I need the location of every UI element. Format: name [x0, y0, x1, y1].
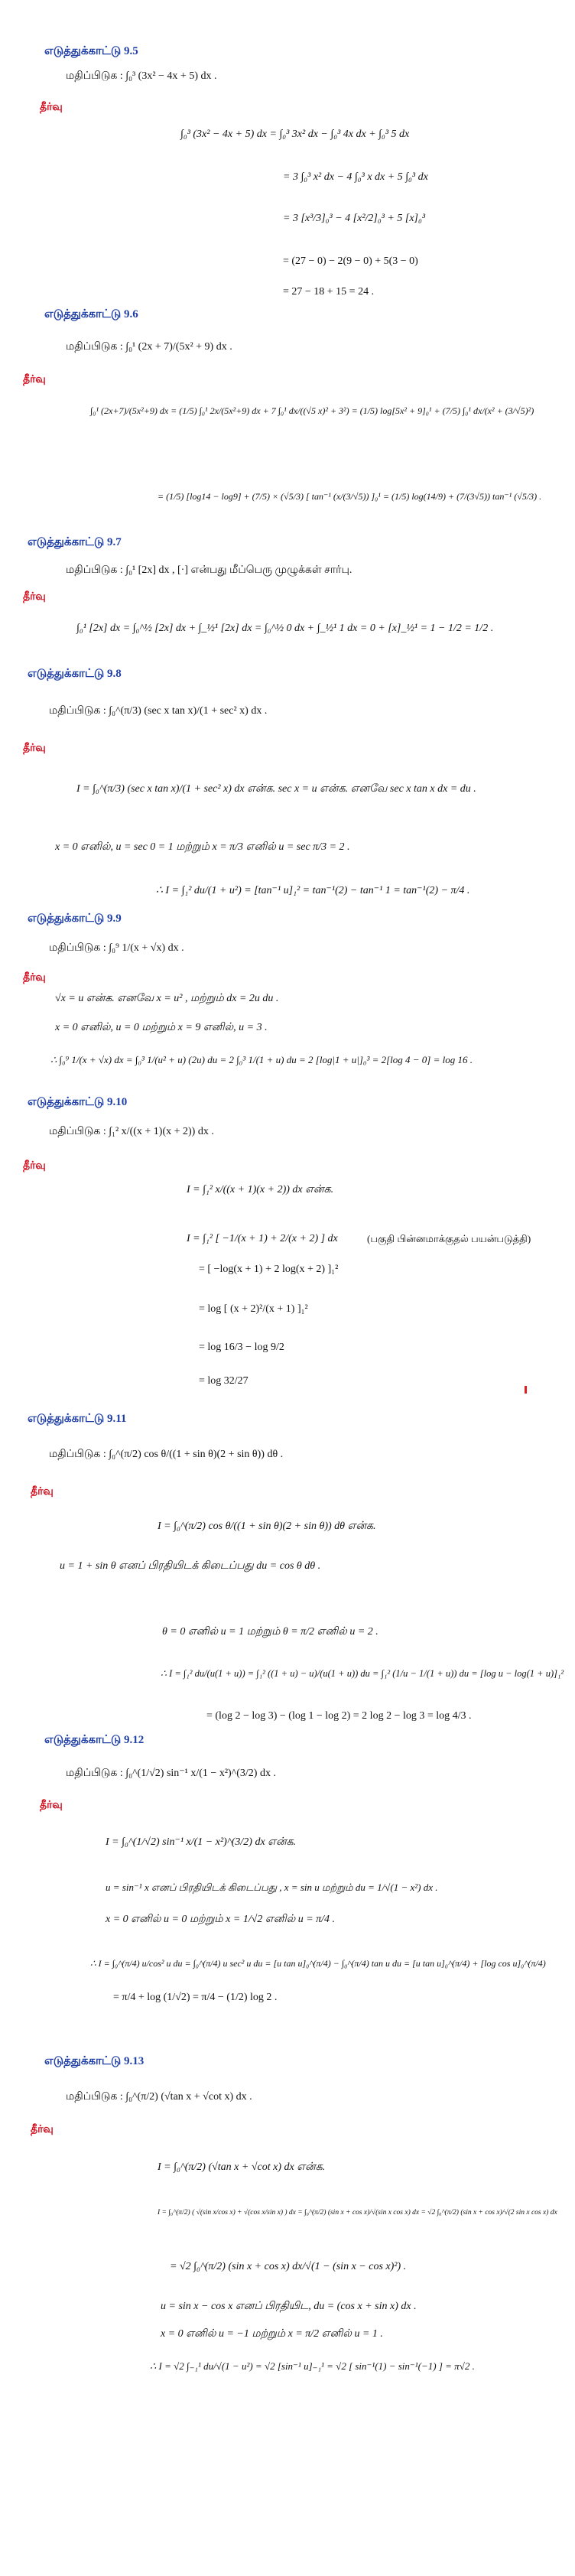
- step-9-7-1: ∫₀¹ [2x] dx = ∫₀^½ [2x] dx + ∫_½¹ [2x] dx = ∫₀^½ 0 dx + ∫_½¹ 1 dx = 0 + [x]_½¹ = 1 − 1/2 = 1/2 .: [76, 623, 494, 634]
- step-9-11-4: ∴ I = ∫₁² du/(u(1 + u)) = ∫₁² ((1 + u) − u)/(u(1 + u)) du = ∫₁² (1/u − 1/(1 + u)) du = [log u − log(1 + u)]₁²: [161, 1668, 564, 1679]
- solution-label-9-11: தீர்வு: [31, 1485, 54, 1498]
- step-9-11-3: θ = 0 எனில் u = 1 மற்றும் θ = π/2 எனில் u = 2 .: [162, 1626, 378, 1638]
- example-heading-9-6: எடுத்துக்காட்டு 9.6: [44, 308, 138, 320]
- solution-label-9-10: தீர்வு: [23, 1160, 46, 1172]
- step-9-13-6: ∴ I = √2 ∫₋₁¹ du/√(1 − u²) = √2 [sin⁻¹ u]₋₁¹ = √2 [ sin⁻¹(1) − sin⁻¹(−1) ] = π√2 .: [150, 2360, 475, 2372]
- step-9-10-6: = log 32/27: [199, 1375, 249, 1387]
- step-9-13-5: x = 0 எனில் u = −1 மற்றும் x = π/2 எனில் u = 1 .: [161, 2328, 383, 2340]
- step-9-13-3: = √2 ∫₀^(π/2) (sin x + cos x) dx/√(1 − (sin x − cos x)²) .: [170, 2261, 407, 2272]
- example-heading-9-10: எடுத்துக்காட்டு 9.10: [28, 1096, 128, 1108]
- solution-label-9-9: தீர்வு: [23, 971, 46, 984]
- question-9-7: மதிப்பிடுக : ∫₀¹ [2x] dx , [·] என்பது மீப்பெரு முழுக்கள் சார்பு.: [66, 564, 352, 576]
- step-9-5-1: ∫₀³ (3x² − 4x + 5) dx = ∫₀³ 3x² dx − ∫₀³ 4x dx + ∫₀³ 5 dx: [180, 128, 410, 140]
- example-heading-9-12: எடுத்துக்காட்டு 9.12: [44, 1734, 145, 1746]
- step-9-12-5: = π/4 + log (1/√2) = π/4 − (1/2) log 2 .: [113, 1992, 278, 2003]
- red-margin-mark: [525, 1386, 527, 1394]
- step-9-8-2: x = 0 எனில், u = sec 0 = 1 மற்றும் x = π/3 எனில் u = sec π/3 = 2 .: [55, 841, 350, 853]
- step-9-9-3: ∴ ∫₀⁹ 1/(x + √x) dx = ∫₀³ 1/(u² + u) (2u) du = 2 ∫₀³ 1/(1 + u) du = 2 [log|1 + u|]₀³ = 2[log 4 − 0] = log 16 .: [50, 1054, 473, 1065]
- question-9-9: மதிப்பிடுக : ∫₀⁹ 1/(x + √x) dx .: [49, 942, 184, 954]
- step-9-9-1: √x = u என்க. எனவே x = u² , மற்றும் dx = 2u du .: [55, 993, 279, 1004]
- step-9-13-2: I = ∫₀^(π/2) ( √(sin x/cos x) + √(cos x/sin x) ) dx = ∫₀^(π/2) (sin x + cos x)/√(sin x cos x) dx = √2 ∫₀^(π/2) (sin x + cos x)/√(2 sin x cos x) dx: [158, 2209, 557, 2217]
- step-9-10-1: I = ∫₁² x/((x + 1)(x + 2)) dx என்க.: [187, 1184, 334, 1195]
- step-9-12-4: ∴ I = ∫₀^(π/4) u/cos² u du = ∫₀^(π/4) u sec² u du = [u tan u]₀^(π/4) − ∫₀^(π/4) tan u du = [u tan u]₀^(π/4) + [log cos u]₀^(π/4): [90, 1958, 546, 1969]
- example-heading-9-5: எடுத்துக்காட்டு 9.5: [44, 45, 138, 57]
- question-9-11: மதிப்பிடுக : ∫₀^(π/2) cos θ/((1 + sin θ)(2 + sin θ)) dθ .: [49, 1449, 284, 1460]
- step-9-13-1: I = ∫₀^(π/2) (√tan x + √cot x) dx என்க.: [158, 2161, 326, 2173]
- question-9-5: மதிப்பிடுக : ∫₀³ (3x² − 4x + 5) dx .: [66, 70, 217, 82]
- step-9-12-2: u = sin⁻¹ x எனப் பிரதியிடக் கிடைப்பது , x = sin u மற்றும் du = 1/√(1 − x²) dx .: [106, 1882, 438, 1893]
- step-9-8-1: I = ∫₀^(π/3) (sec x tan x)/(1 + sec² x) dx என்க. sec x = u என்க. எனவே sec x tan x dx = du .: [76, 783, 476, 795]
- example-heading-9-11: எடுத்துக்காட்டு 9.11: [28, 1413, 127, 1425]
- step-9-10-3: = [ −log(x + 1) + 2 log(x + 2) ]₁²: [199, 1264, 339, 1275]
- step-9-5-2: = 3 ∫₀³ x² dx − 4 ∫₀³ x dx + 5 ∫₀³ dx: [283, 171, 428, 183]
- step-9-5-5: = 27 − 18 + 15 = 24 .: [283, 286, 375, 298]
- step-9-12-1: I = ∫₀^(1/√2) sin⁻¹ x/(1 − x²)^(3/2) dx என்க.: [106, 1836, 297, 1848]
- example-heading-9-8: எடுத்துக்காட்டு 9.8: [28, 668, 122, 680]
- step-9-12-3: x = 0 எனில் u = 0 மற்றும் x = 1/√2 எனில் u = π/4 .: [106, 1914, 336, 1925]
- step-9-13-4: u = sin x − cos x எனப் பிரதியிட, du = (cos x + sin x) dx .: [161, 2301, 417, 2312]
- question-9-12: மதிப்பிடுக : ∫₀^(1/√2) sin⁻¹ x/(1 − x²)^(3/2) dx .: [66, 1768, 276, 1779]
- question-9-8: மதிப்பிடுக : ∫₀^(π/3) (sec x tan x)/(1 + sec² x) dx .: [49, 705, 268, 717]
- step-9-6-2: = (1/5) [log14 − log9] + (7/5) × (√5/3) [ tan⁻¹ (x/(3/√5)) ]₀¹ = (1/5) log(14/9) + (7/(3√5)) tan⁻¹ (√5/3) .: [158, 491, 542, 502]
- step-9-5-4: = (27 − 0) − 2(9 − 0) + 5(3 − 0): [283, 255, 418, 267]
- step-9-10-5: = log 16/3 − log 9/2: [199, 1342, 284, 1353]
- question-9-6: மதிப்பிடுக : ∫₀¹ (2x + 7)/(5x² + 9) dx .: [66, 341, 232, 353]
- question-9-13: மதிப்பிடுக : ∫₀^(π/2) (√tan x + √cot x) dx .: [66, 2091, 252, 2103]
- step-9-5-3: = 3 [x³/3]₀³ − 4 [x²/2]₀³ + 5 [x]₀³: [283, 213, 426, 224]
- solution-label-9-7: தீர்வு: [23, 590, 46, 603]
- step-9-11-2: u = 1 + sin θ எனப் பிரதியிடக் கிடைப்பது du = cos θ dθ .: [60, 1560, 321, 1572]
- step-9-10-2: I = ∫₁² [ −1/(x + 1) + 2/(x + 2) ] dx: [187, 1233, 338, 1244]
- solution-label-9-13: தீர்வு: [31, 2123, 54, 2135]
- step-9-6-1: ∫₀¹ (2x+7)/(5x²+9) dx = (1/5) ∫₀¹ 2x/(5x²+9) dx + 7 ∫₀¹ dx/((√5 x)² + 3²) = (1/5) log[5x² + 9]₀¹ + (7/5) ∫₀¹ dx/(x² + (3/√5)²): [90, 405, 534, 416]
- solution-label-9-6: தீர்வு: [23, 373, 46, 385]
- step-9-8-3: ∴ I = ∫₁² du/(1 + u²) = [tan⁻¹ u]₁² = tan⁻¹(2) − tan⁻¹ 1 = tan⁻¹(2) − π/4 .: [156, 885, 470, 896]
- question-9-10: மதிப்பிடுக : ∫₁² x/((x + 1)(x + 2)) dx .: [49, 1126, 214, 1137]
- example-heading-9-13: எடுத்துக்காட்டு 9.13: [44, 2055, 145, 2067]
- example-heading-9-7: எடுத்துக்காட்டு 9.7: [28, 536, 122, 548]
- solution-label-9-12: தீர்வு: [40, 1799, 63, 1811]
- solution-label-9-5: தீர்வு: [40, 101, 63, 113]
- step-9-11-1: I = ∫₀^(π/2) cos θ/((1 + sin θ)(2 + sin θ)) dθ என்க.: [158, 1521, 376, 1532]
- step-9-11-5: = (log 2 − log 3) − (log 1 − log 2) = 2 log 2 − log 3 = log 4/3 .: [206, 1710, 472, 1722]
- step-9-10-4: = log [ (x + 2)²/(x + 1) ]₁²: [199, 1303, 308, 1315]
- partial-fraction-note: (பகுதி பின்னமாக்குதல் பயன்படுத்தி): [367, 1233, 531, 1244]
- step-9-9-2: x = 0 எனில், u = 0 மற்றும் x = 9 எனில், u = 3 .: [55, 1022, 268, 1033]
- example-heading-9-9: எடுத்துக்காட்டு 9.9: [28, 912, 122, 925]
- solution-label-9-8: தீர்வு: [23, 742, 46, 754]
